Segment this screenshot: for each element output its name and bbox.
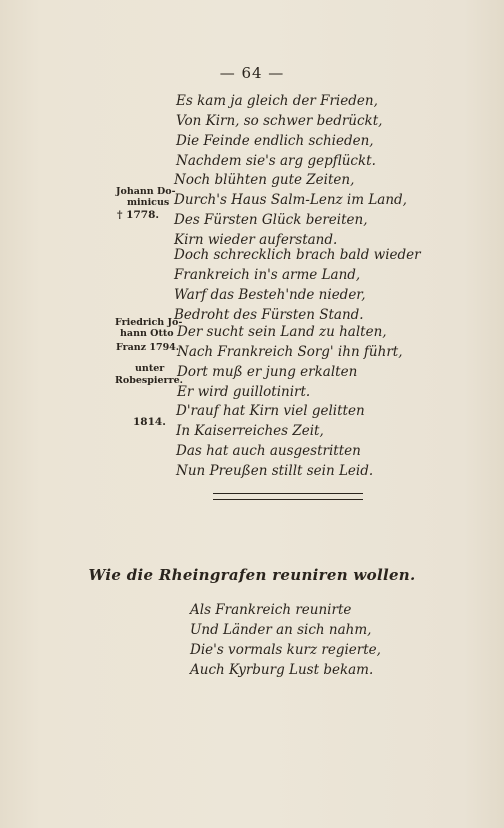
stanza <box>176 91 382 171</box>
section-divider <box>213 493 363 500</box>
verse-line: Kirn wieder auferstand. <box>174 232 338 248</box>
verse-line: Doch schrecklich brach bald wieder <box>174 247 421 263</box>
page-number: — 64 — <box>219 64 285 82</box>
margin-note: hann Otto <box>120 328 174 339</box>
verse-line: Die's vormals kurz regierte, <box>190 642 381 658</box>
verse-line: Warf das Besteh'nde nieder, <box>174 287 366 303</box>
verse-line: Auch Kyrburg Lust bekam. <box>190 662 374 678</box>
verse-line: Die Feinde endlich schieden, <box>176 133 374 149</box>
section-title: Wie die Rheingrafen reuniren wollen. <box>88 566 416 584</box>
verse-line: Er wird guillotinirt. <box>177 384 311 400</box>
verse-line: Es kam ja gleich der Frieden, <box>176 93 378 109</box>
margin-note: minicus <box>127 197 170 208</box>
margin-note: Friedrich Jo- <box>115 317 183 328</box>
verse-line: Bedroht des Fürsten Stand. <box>174 307 364 323</box>
margin-note: Franz 1794. <box>116 342 180 353</box>
margin-note: unter <box>135 363 165 374</box>
verse-line: Noch blühten gute Zeiten, <box>174 172 355 188</box>
verse-line: Des Fürsten Glück bereiten, <box>174 212 368 228</box>
verse-line: D'rauf hat Kirn viel gelitten <box>176 403 365 419</box>
stanza <box>176 401 373 481</box>
verse-line: In Kaiserreiches Zeit, <box>176 423 324 439</box>
verse-line: Nach Frankreich Sorg' ihn führt, <box>177 344 403 360</box>
margin-note: Johann Do- <box>116 186 176 197</box>
stanza <box>174 170 407 250</box>
verse-line: Nachdem sie's arg gepflückt. <box>176 153 376 169</box>
margin-note: Robespierre. <box>115 375 183 386</box>
stanza <box>177 322 403 402</box>
margin-note: † 1778. <box>117 209 160 221</box>
verse-line: Frankreich in's arme Land, <box>174 267 361 283</box>
verse-line: Das hat auch ausgestritten <box>176 443 361 459</box>
verse-line: Nun Preußen stillt sein Leid. <box>176 463 374 479</box>
verse-line: Der sucht sein Land zu halten, <box>177 324 387 340</box>
verse-line: Und Länder an sich nahm, <box>190 622 372 638</box>
stanza <box>174 245 421 325</box>
verse-line: Von Kirn, so schwer bedrückt, <box>176 113 383 129</box>
stanza <box>190 600 381 680</box>
verse-line: Als Frankreich reunirte <box>190 602 352 618</box>
verse-line: Durch's Haus Salm-Lenz im Land, <box>174 192 407 208</box>
margin-note: 1814. <box>133 416 166 428</box>
verse-line: Dort muß er jung erkalten <box>177 364 358 380</box>
